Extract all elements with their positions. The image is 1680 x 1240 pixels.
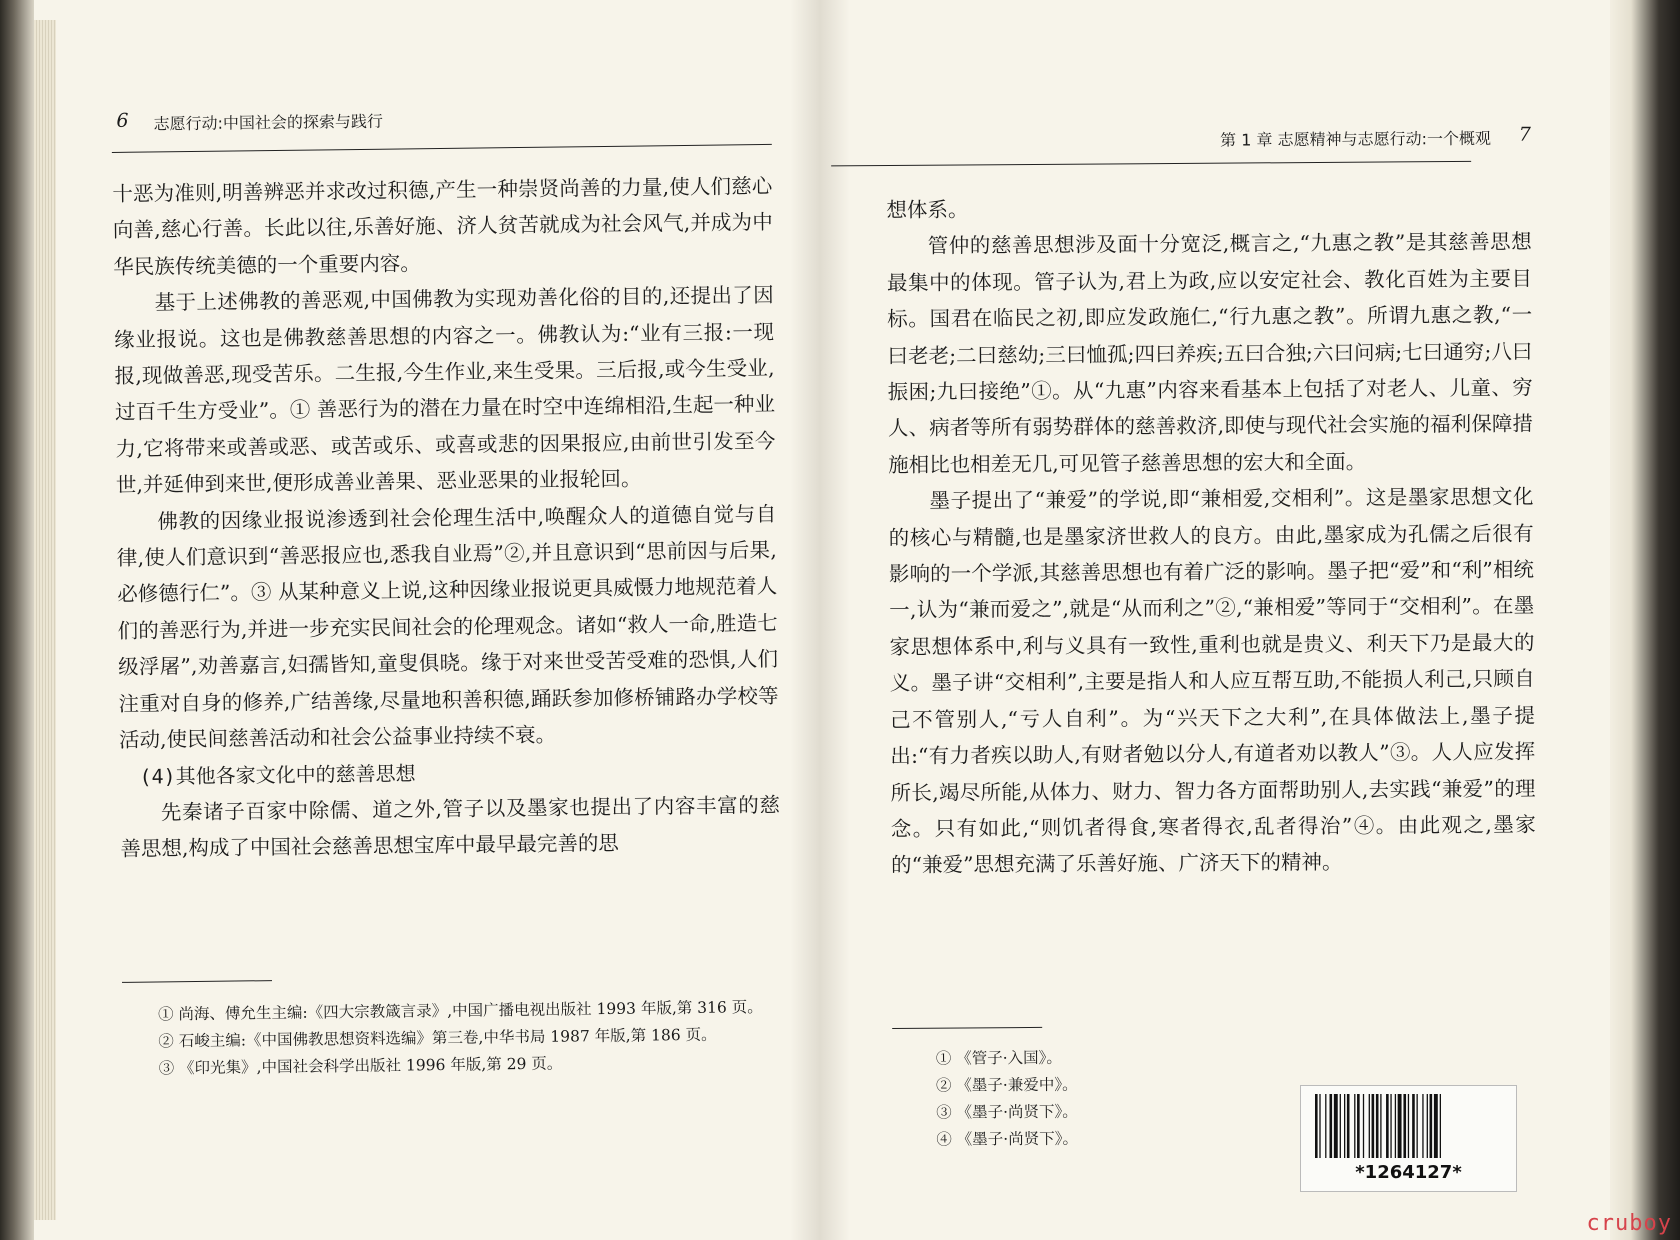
book-spine-shadow xyxy=(0,0,34,1240)
page-number: 7 xyxy=(1518,123,1532,146)
footnote: ① 尚海、傅允生主编:《四大宗教箴言录》,中国广播电视出版社 1993 年版,第 316 页。 xyxy=(157,998,763,1024)
running-head-title: 第 1 章 志愿精神与志愿行动:一个概观 xyxy=(1220,128,1492,150)
body-text xyxy=(112,168,780,868)
footnote: ② 石峻主编:《中国佛教思想资料选编》第三卷,中华书局 1987 年版,第 186 页。 xyxy=(158,1025,717,1051)
running-head xyxy=(886,123,1531,156)
footnote-rule xyxy=(122,980,272,983)
running-head xyxy=(111,102,771,138)
paragraph: 佛教的因缘业报说渗透到社会伦理生活中,唤醒众人的道德自觉与自律,使人们意识到“善恶报应也,悉我自业焉”②,并且意识到“思前因与后果,必修德行仁”。③ 从某种意义上说,这种因缘业报说更具威慑力地规范着人们的善恶行为,并进一步充实民间社会的伦理观念。诸如“救人一命,胜造七级浮屠”,劝善嘉言,妇孺皆知,童叟俱晓。缘于对来世受苦受难的恐惧,人们注重对自身的修养,广结善缘,尽量地积善积德,踊跃参加修桥铺路办学校等活动,使民间慈善活动和社会公益事业持续不衰。 xyxy=(116,501,779,753)
footnotes xyxy=(122,994,783,1083)
footnote: ① 《管子·入国》。 xyxy=(935,1048,1062,1068)
footnote: ② 《墨子·兼爱中》。 xyxy=(935,1075,1078,1095)
header-rule xyxy=(831,161,1471,166)
header-rule xyxy=(112,144,772,153)
barcode-sticker xyxy=(1300,1085,1517,1192)
footnote-rule xyxy=(892,1027,1042,1029)
footnote: ④ 《墨子·尚贤下》。 xyxy=(936,1129,1079,1149)
barcode-icon xyxy=(1313,1094,1503,1160)
page-stack-edge xyxy=(34,20,56,1220)
paragraph: 先秦诸子百家中除儒、道之外,管子以及墨家也提出了内容丰富的慈善思想,构成了中国社会慈善思想宝库中最早最完善的思 xyxy=(120,792,781,862)
footnote: ③ 《墨子·尚贤下》。 xyxy=(936,1102,1078,1122)
page-number: 6 xyxy=(116,109,129,132)
section-subheading: (4)其他各家文化中的慈善思想 xyxy=(139,760,416,789)
body-text xyxy=(886,187,1536,883)
paragraph: 十恶为准则,明善辨恶并求改过积德,产生一种崇贤尚善的力量,使人们慈心向善,慈心行善。长此以往,乐善好施、济人贫苦就成为社会风气,并成为中华民族传统美德的一个重要内容。 xyxy=(112,173,773,279)
paragraph: 基于上述佛教的善恶观,中国佛教为实现劝善化俗的目的,还提出了因缘业报说。这也是佛教慈善思想的内容之一。佛教认为:“业有三报:一现报,现做善恶,现受苦乐。二生报,今生作业,来生受果。三后报,或今生受业,过百千生方受业”。① 善恶行为的潜在力量在时空中连绵相沿,生起一种业力,它将带来或善或恶、或苦或乐、或喜或悲的因果报应,由前世引发至今世,并延伸到来世,便形成善业善果、恶业恶果的业报轮回。 xyxy=(114,283,776,498)
watermark: cruboy xyxy=(1586,1211,1672,1236)
paragraph: 想体系。 xyxy=(886,197,969,222)
running-head-title: 志愿行动:中国社会的探索与践行 xyxy=(153,111,384,134)
right-page xyxy=(885,0,1539,1240)
paragraph: 管仲的慈善思想涉及面十分宽泛,概言之,“九惠之教”是其慈善思想最集中的体现。管子认为,君上为政,应以安定社会、教化百姓为主要目标。国君在临民之初,即应发政施仁,“行九惠之教”。所谓九惠之教,“一曰老老;二曰慈幼;三曰恤孤;四曰养疾;五曰合独;六曰问病;七曰通穷;八曰振困;九曰接绝”①。从“九惠”内容来看基本上包括了对老人、儿童、穷人、病者等所有弱势群体的慈善救济,即使与现代社会实施的福利保障措施相比也相差无几,可见管子慈善思想的宏大和全面。 xyxy=(886,229,1534,477)
paragraph: 墨子提出了“兼爱”的学说,即“兼相爱,交相利”。这是墨家思想文化的核心与精髓,也是墨家济世救人的良方。由此,墨家成为孔儒之后很有影响的一个学派,其慈善思想也有着广泛的影响。墨子把“爱”和“利”相统一,认为“兼而爱之”,就是“从而利之”②,“兼相爱”等同于“交相利”。在墨家思想体系中,利与义具有一致性,重利也就是贵义、利天下乃是最大的义。墨子讲“交相利”,主要是指人和人应互帮互助,不能损人利己,只顾自己不管别人,“亏人自利”。为“兴天下之大利”,在具体做法上,墨子提出:“有力者疾以助人,有财者勉以分人,有道者劝以教人”③。人人应发挥所长,竭尽所能,从体力、财力、智力各方面帮助别人,去实践“兼爱”的理念。只有如此,“则饥者得食,寒者得衣,乱者得治”④。由此观之,墨家的“兼爱”思想充满了乐善好施、广济天下的精神。 xyxy=(888,484,1536,878)
left-page xyxy=(110,0,785,1240)
book-gutter xyxy=(790,0,850,1240)
footnote: ③ 《印光集》,中国社会科学出版社 1996 年版,第 29 页。 xyxy=(158,1054,563,1078)
barcode-label: *1264127* xyxy=(1355,1162,1462,1183)
book-cover-edge xyxy=(1610,0,1680,1240)
